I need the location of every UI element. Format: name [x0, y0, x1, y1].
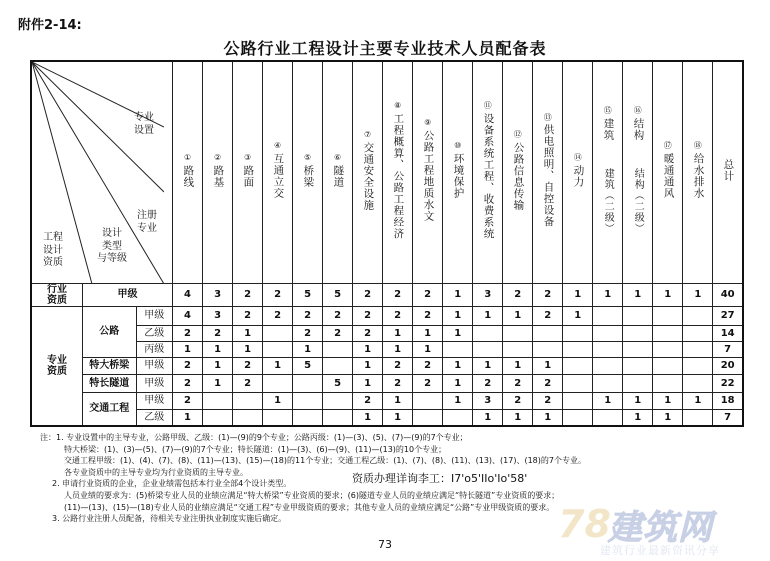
value-cell [413, 392, 443, 409]
column-number: ⑤ [304, 152, 312, 162]
value-cell [503, 325, 533, 341]
total-cell: 20 [713, 357, 743, 374]
column-name: 路面 [242, 164, 255, 188]
design-type-cell: 交通工程 [82, 392, 136, 426]
value-cell [623, 374, 653, 392]
column-number: ⑮ [603, 106, 612, 116]
value-cell: 2 [533, 283, 563, 306]
value-cell [653, 325, 683, 341]
value-cell: 2 [383, 374, 413, 392]
value-cell: 2 [503, 283, 533, 306]
value-cell: 2 [323, 325, 353, 341]
value-cell: 1 [443, 306, 473, 325]
value-cell: 2 [263, 283, 293, 306]
value-cell: 2 [413, 283, 443, 306]
column-header-10 [443, 61, 473, 283]
column-name: 动力 [572, 164, 585, 188]
column-name: 环境保护 [452, 153, 465, 200]
table-row [31, 392, 743, 409]
value-cell: 2 [353, 306, 383, 325]
table-row [31, 325, 743, 341]
column-name: 桥梁 [302, 164, 315, 188]
column-name: 工程概算、公路工程经济 [392, 112, 405, 240]
value-cell: 1 [443, 357, 473, 374]
value-cell [233, 392, 263, 409]
value-cell: 1 [653, 283, 683, 306]
value-cell: 1 [593, 392, 623, 409]
value-cell [683, 374, 713, 392]
value-cell: 1 [353, 409, 383, 426]
table-row [31, 409, 743, 426]
value-cell: 4 [173, 306, 203, 325]
contact-overlay-text: 资质办理详询李工：I7'o5'IIo'Io'58' [352, 472, 528, 485]
value-cell: 1 [173, 409, 203, 426]
value-cell: 2 [263, 306, 293, 325]
column-name: 给水排水 [692, 153, 705, 200]
grade-cell: 甲级 [82, 283, 172, 306]
column-name: 结构 [632, 118, 645, 142]
watermark-subtitle: 建筑行业最新资讯分享 [600, 544, 720, 557]
value-cell [563, 392, 593, 409]
column-number: ⑯ [633, 106, 642, 116]
value-cell: 2 [413, 374, 443, 392]
column-name: 建筑 [602, 118, 615, 142]
column-header-5 [293, 61, 323, 283]
value-cell: 1 [233, 325, 263, 341]
column-number: ⑨ [424, 118, 432, 128]
column-number: ⑩ [454, 141, 462, 151]
value-cell: 2 [413, 306, 443, 325]
corner-label-registered-specialty: 注册 专业 [137, 210, 157, 234]
total-cell: 7 [713, 341, 743, 357]
value-cell: 2 [533, 306, 563, 325]
value-cell [683, 325, 713, 341]
value-cell [683, 409, 713, 426]
value-cell: 2 [383, 306, 413, 325]
design-type-cell: 特长隧道 [82, 374, 136, 392]
note-line: 交通工程甲级：(1)、(4)、(7)、(8)、(11)—(13)、(15)—(18)的11个专业；交通工程乙级：(1)、(7)、(8)、(11)、(13)、(17)、(18)的7个专业。 [64, 456, 586, 466]
column-number: ⑫ [513, 129, 522, 139]
value-cell: 2 [173, 357, 203, 374]
note-line: 特大桥梁：(1)、(3)—(5)、(7)—(9)的7个专业；特长隧道：(1)—(3)、(6)—(9)、(11)—(13)的10个专业； [64, 444, 447, 454]
value-cell [593, 341, 623, 357]
column-number: ⑰ [663, 141, 672, 151]
column-header-4 [263, 61, 293, 283]
column-header-2 [203, 61, 233, 283]
value-cell [293, 374, 323, 392]
value-cell [683, 306, 713, 325]
value-cell: 1 [233, 341, 263, 357]
value-cell [563, 374, 593, 392]
value-cell [323, 341, 353, 357]
value-cell [263, 325, 293, 341]
value-cell [563, 341, 593, 357]
watermark-logo: 建筑网 [608, 508, 713, 548]
value-cell [443, 409, 473, 426]
value-cell: 1 [653, 409, 683, 426]
value-cell: 2 [173, 392, 203, 409]
value-cell [593, 357, 623, 374]
column-header-7 [353, 61, 383, 283]
value-cell: 2 [353, 392, 383, 409]
value-cell: 2 [293, 306, 323, 325]
value-cell: 1 [533, 357, 563, 374]
column-name: 设备系统工程、收费系统 [482, 112, 495, 240]
value-cell: 1 [383, 392, 413, 409]
value-cell: 1 [383, 409, 413, 426]
column-name: 互通立交 [272, 153, 285, 200]
value-cell [653, 341, 683, 357]
value-cell: 3 [203, 306, 233, 325]
attachment-label: 附件2-14: [18, 18, 82, 33]
value-cell [203, 409, 233, 426]
value-cell: 1 [173, 341, 203, 357]
value-cell [623, 357, 653, 374]
column-registered-specialty: 建筑（二级） [602, 168, 614, 235]
value-cell: 3 [473, 283, 503, 306]
value-cell [263, 374, 293, 392]
column-number: ③ [243, 152, 252, 162]
value-cell: 2 [233, 357, 263, 374]
value-cell: 1 [623, 283, 653, 306]
value-cell: 1 [293, 341, 323, 357]
column-number: ⑬ [543, 112, 552, 122]
value-cell [533, 325, 563, 341]
total-cell: 18 [713, 392, 743, 409]
total-cell: 40 [713, 283, 743, 306]
value-cell: 1 [383, 341, 413, 357]
column-header-14 [563, 61, 593, 283]
value-cell: 5 [323, 283, 353, 306]
grade-cell: 乙级 [136, 325, 172, 341]
value-cell [563, 409, 593, 426]
value-cell: 1 [473, 409, 503, 426]
value-cell [233, 409, 263, 426]
column-header-8 [383, 61, 413, 283]
value-cell [623, 341, 653, 357]
value-cell: 2 [383, 283, 413, 306]
column-registered-specialty: 结构（二级） [632, 168, 644, 235]
value-cell: 2 [473, 374, 503, 392]
corner-label-engineering-qualification: 工程 设计 资质 [43, 232, 63, 268]
grade-cell: 丙级 [136, 341, 172, 357]
value-cell: 1 [263, 392, 293, 409]
group-specialty-qualification: 专业 资质 [31, 306, 82, 426]
column-name: 公路信息传输 [512, 141, 525, 211]
value-cell: 1 [683, 392, 713, 409]
value-cell [683, 357, 713, 374]
column-header-17 [653, 61, 683, 283]
total-cell: 14 [713, 325, 743, 341]
value-cell [263, 341, 293, 357]
value-cell [653, 306, 683, 325]
column-header-13 [533, 61, 563, 283]
value-cell: 2 [533, 392, 563, 409]
value-cell: 1 [413, 341, 443, 357]
column-number: ① [183, 152, 192, 162]
value-cell: 2 [323, 306, 353, 325]
total-label: 总计 [722, 159, 735, 183]
page-title: 公路行业工程设计主要专业技术人员配备表 [223, 39, 547, 58]
column-name: 隧道 [332, 164, 345, 188]
value-cell [563, 357, 593, 374]
value-cell: 1 [203, 374, 233, 392]
value-cell [323, 392, 353, 409]
column-name: 路线 [182, 164, 195, 188]
value-cell: 1 [623, 392, 653, 409]
value-cell: 1 [203, 341, 233, 357]
value-cell: 2 [353, 283, 383, 306]
value-cell: 2 [413, 357, 443, 374]
table-row [31, 374, 743, 392]
grade-cell: 甲级 [136, 392, 172, 409]
value-cell: 2 [233, 374, 263, 392]
value-cell [203, 392, 233, 409]
table-row [31, 357, 743, 374]
value-cell: 1 [503, 409, 533, 426]
value-cell [533, 341, 563, 357]
value-cell: 1 [563, 306, 593, 325]
column-header-11 [473, 61, 503, 283]
value-cell: 5 [293, 283, 323, 306]
column-header-1 [173, 61, 203, 283]
column-number: ② [213, 152, 222, 162]
table-corner-header [31, 61, 173, 283]
column-name: 公路工程地质水文 [422, 130, 435, 223]
value-cell [653, 357, 683, 374]
value-cell: 1 [593, 283, 623, 306]
watermark-mark: 78 [558, 502, 611, 546]
value-cell: 2 [383, 357, 413, 374]
column-number: ⑭ [573, 152, 582, 162]
note-line: 2. 申请行业资质的企业，企业业绩需包括本行业全部4个设计类型。 [52, 479, 292, 489]
grade-cell: 甲级 [136, 357, 172, 374]
value-cell [263, 409, 293, 426]
value-cell: 5 [293, 357, 323, 374]
page-number: 73 [378, 538, 392, 551]
note-line: 注：1. 专业设置中的主导专业，公路甲级、乙级：(1)—(9)的9个专业；公路丙级：(1)—(3)、(5)、(7)—(9)的7个专业； [40, 433, 468, 442]
value-cell: 1 [203, 357, 233, 374]
value-cell [593, 374, 623, 392]
value-cell: 1 [383, 325, 413, 341]
value-cell: 1 [443, 325, 473, 341]
value-cell [653, 374, 683, 392]
value-cell: 1 [473, 357, 503, 374]
total-cell: 7 [713, 409, 743, 426]
value-cell: 1 [263, 357, 293, 374]
value-cell [443, 341, 473, 357]
value-cell: 1 [443, 374, 473, 392]
corner-label-design-type-grade: 设计 类型 与等级 [97, 228, 127, 264]
column-name: 交通安全设施 [362, 141, 375, 211]
value-cell: 2 [203, 325, 233, 341]
total-column-header [713, 61, 743, 283]
column-header-12 [503, 61, 533, 283]
value-cell: 2 [503, 392, 533, 409]
value-cell: 1 [503, 306, 533, 325]
value-cell: 1 [533, 409, 563, 426]
column-number: ⑱ [693, 141, 702, 151]
value-cell [413, 409, 443, 426]
value-cell [473, 341, 503, 357]
value-cell: 1 [353, 374, 383, 392]
value-cell [503, 341, 533, 357]
value-cell: 1 [473, 306, 503, 325]
column-number: ⑧ [394, 101, 402, 111]
value-cell: 3 [203, 283, 233, 306]
column-number: ④ [274, 141, 282, 151]
column-header-16 [623, 61, 653, 283]
table-row [31, 306, 743, 325]
table-row [31, 341, 743, 357]
note-line: 人员业绩的要求为：(5)桥梁专业人员的业绩应满足“特大桥梁”专业资质的要求；(6)隧道专业人员的业绩应满足“特长隧道”专业资质的要求； [64, 490, 560, 500]
value-cell: 1 [443, 283, 473, 306]
column-header-3 [233, 61, 263, 283]
column-number: ⑪ [483, 101, 492, 111]
note-line: (11)—(13)、(15)—(18)专业人员的业绩应满足“交通工程”专业甲级资质的要求；其他专业人员的业绩应满足“公路”专业甲级资质的要求。 [64, 502, 555, 512]
value-cell [623, 306, 653, 325]
value-cell: 4 [173, 283, 203, 306]
design-type-cell: 公路 [82, 306, 136, 357]
design-type-cell: 特大桥梁 [82, 357, 136, 374]
column-number: ⑦ [364, 129, 372, 139]
group-industry-qualification: 行业 资质 [31, 283, 82, 306]
watermark [558, 500, 770, 561]
total-cell: 22 [713, 374, 743, 392]
value-cell: 1 [683, 283, 713, 306]
column-header-15 [593, 61, 623, 283]
note-line: 3. 公路行业注册人员配备，待相关专业注册执业制度实施后确定。 [52, 514, 287, 524]
value-cell [593, 306, 623, 325]
grade-cell: 乙级 [136, 409, 172, 426]
value-cell: 2 [233, 283, 263, 306]
column-name: 路基 [212, 164, 225, 188]
value-cell: 2 [173, 325, 203, 341]
value-cell [293, 392, 323, 409]
column-header-6 [323, 61, 353, 283]
corner-label-professional-setting: 专业 设置 [134, 112, 154, 136]
grade-cell: 甲级 [136, 374, 172, 392]
grade-cell: 甲级 [136, 306, 172, 325]
column-header-9 [413, 61, 443, 283]
value-cell [563, 325, 593, 341]
column-number: ⑥ [334, 152, 342, 162]
value-cell [323, 357, 353, 374]
value-cell: 2 [503, 374, 533, 392]
value-cell: 2 [173, 374, 203, 392]
value-cell: 1 [353, 357, 383, 374]
value-cell [593, 409, 623, 426]
value-cell [323, 409, 353, 426]
value-cell [593, 325, 623, 341]
column-header-18 [683, 61, 713, 283]
note-line: 各专业资质中的主导专业均为行业资质的主导专业。 [64, 467, 248, 477]
value-cell: 2 [233, 306, 263, 325]
value-cell: 1 [353, 341, 383, 357]
value-cell: 5 [323, 374, 353, 392]
value-cell: 2 [293, 325, 323, 341]
total-cell: 27 [713, 306, 743, 325]
value-cell [473, 325, 503, 341]
value-cell [623, 325, 653, 341]
value-cell: 1 [653, 392, 683, 409]
value-cell [683, 341, 713, 357]
column-name: 供电照明、自控设备 [542, 124, 555, 228]
value-cell: 3 [473, 392, 503, 409]
column-name: 暖通通风 [662, 153, 675, 200]
value-cell: 1 [503, 357, 533, 374]
table-row [31, 283, 743, 306]
value-cell [293, 409, 323, 426]
value-cell: 2 [353, 325, 383, 341]
staffing-table [30, 60, 744, 427]
value-cell: 1 [443, 392, 473, 409]
value-cell: 1 [623, 409, 653, 426]
value-cell: 2 [533, 374, 563, 392]
value-cell: 1 [413, 325, 443, 341]
value-cell: 1 [563, 283, 593, 306]
